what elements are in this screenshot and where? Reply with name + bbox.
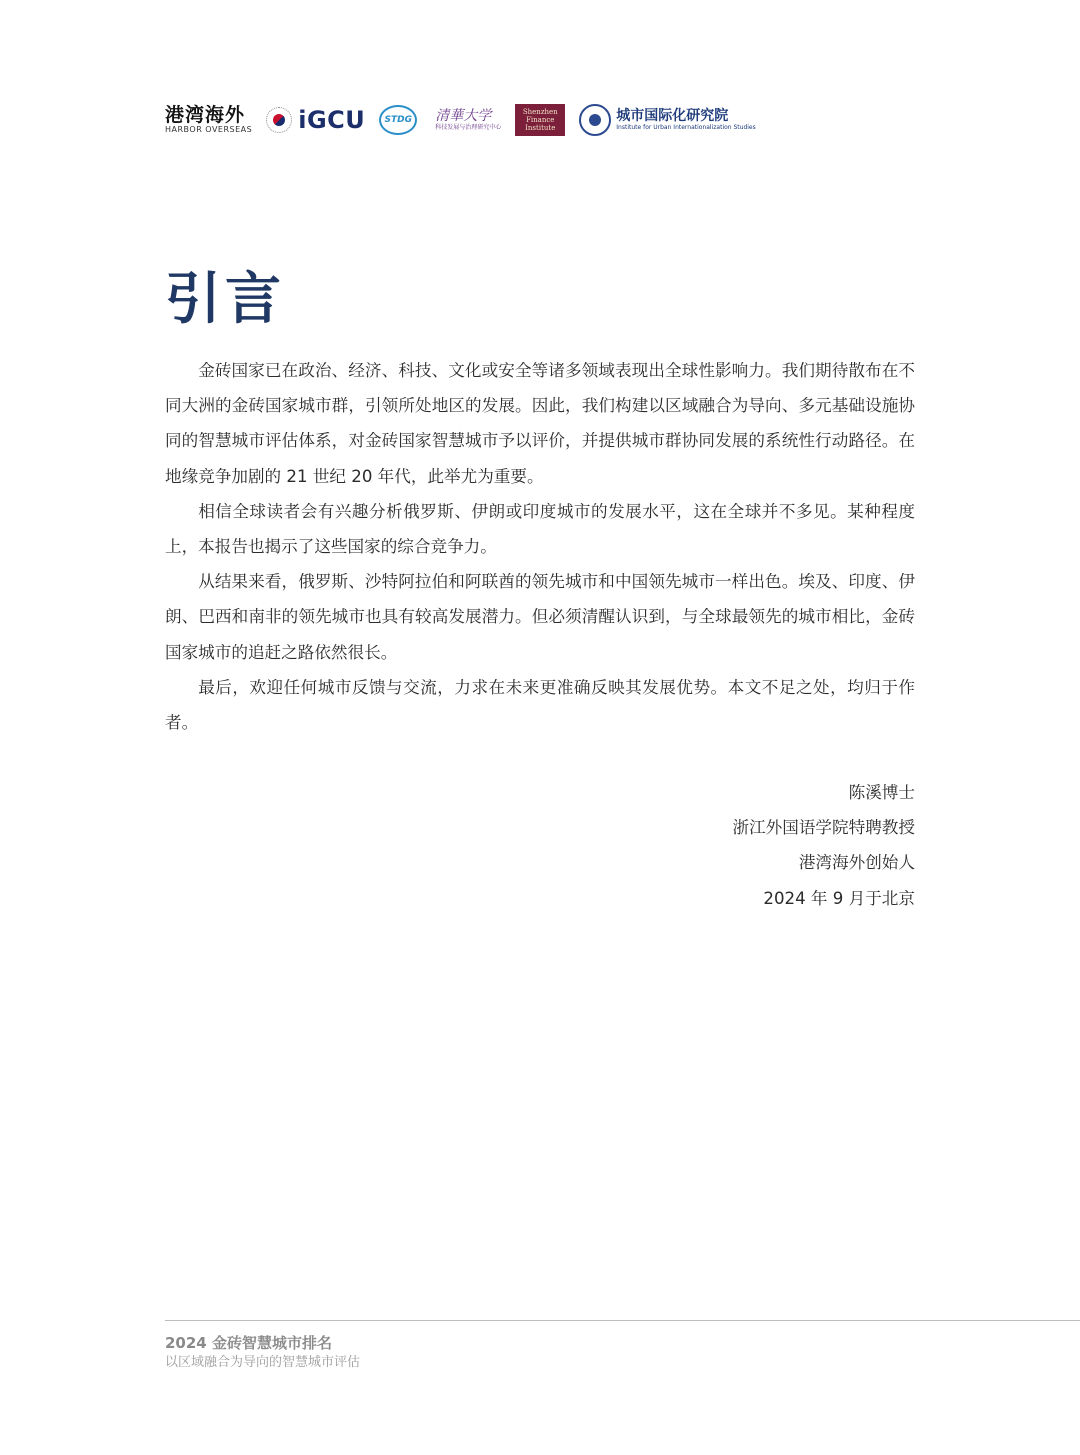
tsinghua-logo-cn: 清華大学 bbox=[435, 108, 492, 124]
signature-date: 2024 年 9 月于北京 bbox=[763, 888, 915, 908]
city-institute-seal-icon bbox=[579, 104, 611, 136]
paragraph-1: 金砖国家已在政治、经济、科技、文化或安全等诸多领域表现出全球性影响力。我们期待散布在不同大洲的金砖国家城市群，引领所处地区的发展。因此，我们构建以区域融合为导向、多元基础设施协同的智慧城市评估体系，对金砖国家智慧城市予以评价，并提供城市群协同发展的系统性行动路径。在地缘竞争加剧的 21 世纪 20 年代，此举尤为重要。 bbox=[165, 361, 915, 486]
sfi-line-3: Institute bbox=[525, 124, 556, 132]
igcu-emblem-icon bbox=[266, 107, 292, 133]
city-institute-logo bbox=[579, 104, 755, 136]
page-footer bbox=[165, 1333, 360, 1373]
harbor-logo-cn: 港湾海外 bbox=[165, 104, 246, 126]
igcu-logo bbox=[266, 106, 365, 134]
paragraph-2: 相信全球读者会有兴趣分析俄罗斯、伊朗或印度城市的发展水平，这在全球并不多见。某种程度上，本报告也揭示了这些国家的综合竞争力。 bbox=[165, 501, 915, 557]
sfi-line-2: Finance bbox=[526, 116, 555, 124]
author-title-2: 港湾海外创始人 bbox=[798, 853, 915, 873]
stdg-logo bbox=[379, 105, 417, 135]
author-title-1: 浙江外国语学院特聘教授 bbox=[732, 818, 915, 838]
footer-subtitle: 以区域融合为导向的智慧城市评估 bbox=[165, 1355, 361, 1370]
author-name: 陈溪博士 bbox=[848, 783, 915, 802]
paragraph-3: 从结果来看，俄罗斯、沙特阿拉伯和阿联酋的领先城市和中国领先城市一样出色。埃及、印度、伊朗、巴西和南非的领先城市也具有较高发展潜力。但必须清醒认识到，与全球最领先的城市相比，金砖国家城市的追赶之路依然很长。 bbox=[165, 572, 915, 662]
tsinghua-logo-sub: 科技发展与治理研究中心 bbox=[435, 124, 502, 131]
igcu-logo-text: iGCU bbox=[298, 106, 366, 134]
introduction-body bbox=[165, 353, 915, 740]
footer-title: 2024 金砖智慧城市排名 bbox=[165, 1334, 332, 1352]
city-institute-cn: 城市国际化研究院 bbox=[616, 108, 729, 124]
shenzhen-finance-institute-logo bbox=[515, 104, 565, 136]
harbor-logo-en: HARBOR OVERSEAS bbox=[165, 125, 253, 134]
header-logo-bar bbox=[165, 100, 770, 140]
tsinghua-logo bbox=[435, 108, 501, 132]
page-title: 引言 bbox=[165, 267, 285, 332]
footer-divider bbox=[165, 1320, 1080, 1321]
sfi-line-1: Shenzhen bbox=[522, 108, 558, 116]
author-signature bbox=[732, 775, 915, 916]
city-institute-en: Institute for Urban Internationalization Studies bbox=[616, 124, 756, 131]
paragraph-4: 最后，欢迎任何城市反馈与交流，力求在未来更准确反映其发展优势。本文不足之处，均归于作者。 bbox=[165, 677, 915, 733]
stdg-logo-text: STDG bbox=[379, 105, 417, 135]
harbor-overseas-logo bbox=[165, 105, 252, 135]
